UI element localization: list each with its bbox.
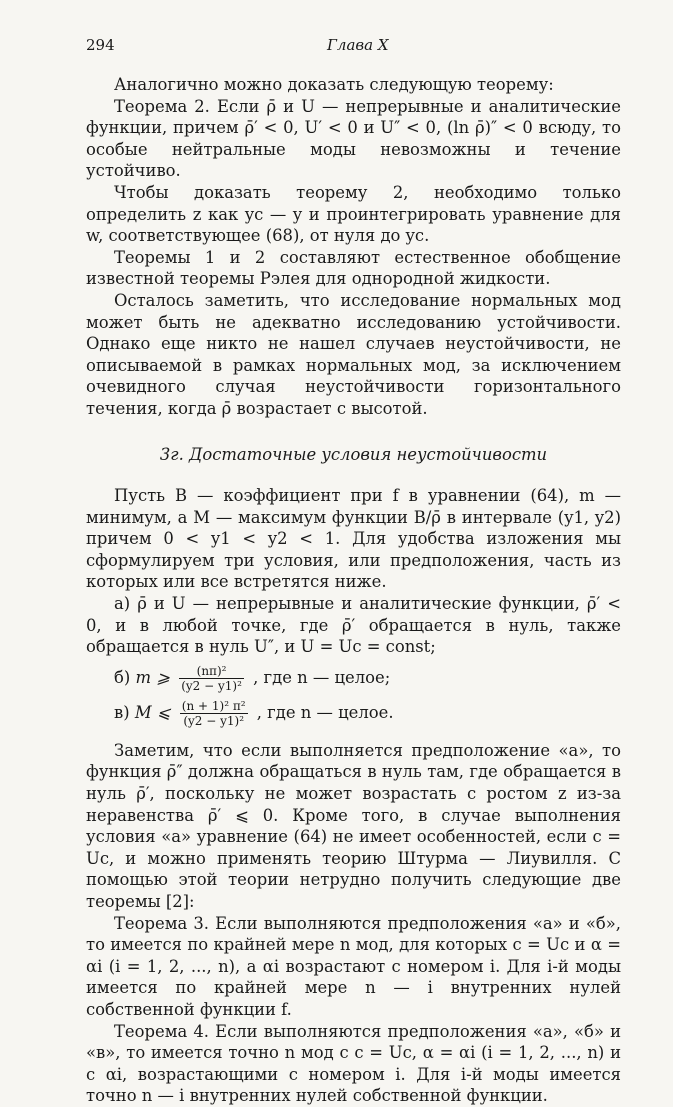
condition-a: а) ρ̄ и U — непрерывные и аналитические функции, ρ̄′ < 0, и в любой точке, где ρ̄′ обращается в нуль, также обращается в нуль U″, и U = Uc = const;: [86, 594, 621, 657]
theorem-3: Теорема 3. Если выполняются предположения «а» и «б», то имеется по крайней мере n мод, для которых c = Uc и α = αi (i = 1, 2, ..., n), а αi возрастают с номером i. Для i-й моды имеется по крайней мере n — i внутренних нулей собственной функции f.: [86, 913, 621, 1019]
fraction-numerator: (nπ)²: [179, 664, 244, 679]
paragraph: Осталось заметить, что исследование нормальных мод может быть не адекватно исследованию устойчивости. Однако еще никто не нашел случаев неустойчивости, не описываемой в рамках нормальных мод, за исключением очевидного случая неустойчивости горизонтального течения, когда ρ̄ возрастает с высотой.: [86, 290, 621, 418]
paragraph: Теоремы 1 и 2 составляют естественное обобщение известной теоремы Рэлея для однородной жидкости.: [86, 247, 621, 289]
theorem-2: Теорема 2. Если ρ̄ и U — непрерывные и аналитические функции, причем ρ̄′ < 0, U′ < 0 и U″ < 0, (ln ρ̄)″ < 0 всюду, то особые нейтральные моды невозможны и течение устойчиво.: [86, 96, 621, 181]
fraction-denominator: (y2 − y1)²: [181, 678, 242, 693]
page-number: 294: [86, 36, 115, 54]
condition-c-tail: , где n — целое.: [256, 702, 394, 722]
condition-b-lhs: m ⩾: [135, 667, 170, 687]
condition-c-lhs: M ⩽: [134, 702, 171, 722]
condition-c-label: в): [114, 702, 130, 722]
paragraph: Заметим, что если выполняется предположение «а», то функция ρ̄″ должна обращаться в нуль там, где обращается в нуль ρ̄′, поскольку не может возрастать с ростом z из-за неравенства ρ̄′ ⩽ 0. Кроме того, в случае выполнения условия «а» уравнение (64) не имеет особенностей, если c = Uc, и можно применять теорию Штурма — Лиувилля. С помощью этой теории нетрудно получить следующие две теоремы [2]:: [86, 740, 621, 911]
theorem-4: Теорема 4. Если выполняются предположения «а», «б» и «в», то имеется точно n мод с c = Uc, α = αi (i = 1, 2, ..., n) и с αi, возрастающими с номером i. Для i-й моды имеется точно n — i внутренних нулей собственной функции.: [86, 1021, 621, 1106]
paragraph: Аналогично можно доказать следующую теорему:: [114, 75, 554, 94]
condition-b-fraction: [179, 664, 244, 693]
condition-c-fraction: [180, 699, 248, 728]
condition-b-tail: , где n — целое;: [253, 667, 391, 687]
body-text: [86, 74, 621, 1107]
paragraph: Пусть B — коэффициент при f в уравнении (64), m — минимум, а M — максимум функции B/ρ̄ в интервале (y1, y2) причем 0 < y1 < y2 < 1. Для удобства изложения мы сформулируем три условия, или предположения, часть из которых или все встретятся ниже.: [86, 486, 621, 592]
fraction-denominator: (y2 − y1)²: [183, 713, 244, 728]
section-heading: 3г. Достаточные условия неустойчивости: [159, 444, 548, 464]
paragraph: Чтобы доказать теорему 2, необходимо только определить z как yc — y и проинтегрировать уравнение для w, соответствующее (68), от нуля до yc.: [86, 182, 621, 246]
running-head: Глава X: [327, 36, 389, 54]
condition-b: [114, 664, 621, 693]
condition-b-label: б): [114, 667, 131, 687]
condition-c: [114, 699, 621, 728]
fraction-numerator: (n + 1)² π²: [181, 698, 246, 713]
